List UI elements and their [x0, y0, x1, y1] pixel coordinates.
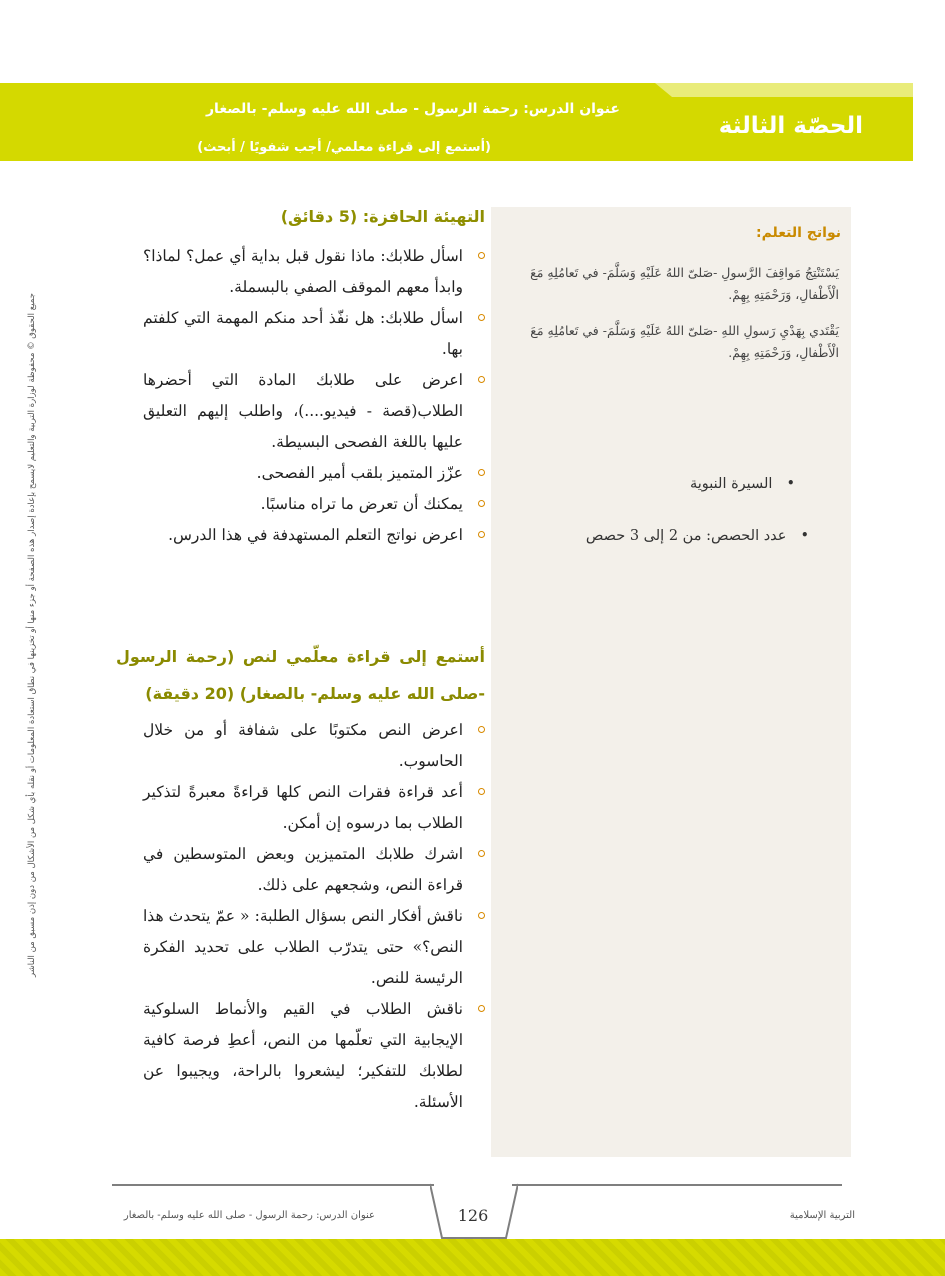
- outcome-item: يَقْتَدي بِهَدْيِ رَسولِ اللهِ -صَلىّ اللهُ عَلَيْهِ وَسَلَّمَ- في تَعامُلِهِ مَعَ الْأَطْفالِ، وَرَحْمَتِهِ بِهِمْ.: [530, 323, 839, 360]
- bullet-circle-icon: [478, 500, 485, 507]
- list-item: اسأل طلابك: هل نفّذ أحد منكم المهمة التي كلفتم بها.: [143, 303, 485, 365]
- list-item: اعرض على طلابك المادة التي أحضرها الطلاب(قصة - فيديو....)، واطلب إليهم التعليق عليها باللغة الفصحى البسيطة.: [143, 365, 485, 458]
- bullet-circle-icon: [478, 314, 485, 321]
- listening-title: أستمع إلى قراءة معلّمي لنص (رحمة الرسول: [116, 647, 485, 666]
- footer-rule-right: [512, 1184, 842, 1186]
- outcomes-title: نواتج التعلم:: [755, 225, 841, 241]
- topic-bullet: • السيرة النبوية: [690, 476, 795, 492]
- sessions-count-bullet: • عدد الحصص: من 2 إلى 3 حصص: [586, 528, 809, 544]
- list-item: يمكنك أن تعرض ما تراه مناسبًا.: [143, 489, 485, 520]
- footer-lesson-title: عنوان الدرس: رحمة الرسول - صلى الله عليه وسلم- بالصغار: [123, 1210, 375, 1221]
- footer-rule-left: [112, 1184, 434, 1186]
- lesson-activities: (أستمع إلى قراءة معلمي/ أجب شفويًا / أبحث): [197, 140, 491, 155]
- bullet-circle-icon: [478, 469, 485, 476]
- bullet-circle-icon: [478, 252, 485, 259]
- list-item: عزّز المتميز بلقب أمير الفصحى.: [143, 458, 485, 489]
- list-item: اشرك طلابك المتميزين وبعض المتوسطين في قراءة النص، وشجعهم على ذلك.: [143, 839, 485, 901]
- list-item: اسأل طلابك: ماذا نقول قبل بداية أي عمل؟ لماذا؟ وابدأ معهم الموقف الصفي بالبسملة.: [143, 241, 485, 303]
- list-item: ناقش الطلاب في القيم والأنماط السلوكية الإيجابية التي تعلّمها من النص، أعطِ فرصة كافية لطلابك للتفكير؛ ليشعروا بالراحة، ويجيبوا عن الأسئلة.: [143, 994, 485, 1118]
- warmup-list: [143, 241, 485, 551]
- bullet-circle-icon: [478, 912, 485, 919]
- listening-title-line2: -صلى الله عليه وسلم- بالصغار) (20 دقيقة): [145, 684, 485, 703]
- list-item: ناقش أفكار النص بسؤال الطلبة: « عمّ يتحدث هذا النص؟» حتى يتدرّب الطلاب على تحديد الفكرة الرئيسة للنص.: [143, 901, 485, 994]
- footer-pattern-band: [0, 1239, 945, 1276]
- list-item: أعد قراءة فقرات النص كلها قراءةً معبرةً لتذكير الطلاب بما درسوه إن أمكن.: [143, 777, 485, 839]
- copyright-note: جميع الحقوق © محفوظة لوزارة التربية والتعليم لايسمح بإعادة إصدار هذه الصفحة أو جزء منها أو تخزينها في نطاق استعادة المعلومات أو نقله بأي شكل من الأشكال من دون إذن مسبق من الناشر: [27, 293, 37, 977]
- session-title: الحصّة الثالثة: [718, 113, 863, 139]
- lesson-title: عنوان الدرس: رحمة الرسول - صلى الله عليه وسلم- بالصغار: [206, 101, 620, 117]
- bullet-circle-icon: [478, 531, 485, 538]
- list-item: اعرض النص مكتوبًا على شفافة أو من خلال الحاسوب.: [143, 715, 485, 777]
- bullet-circle-icon: [478, 376, 485, 383]
- bullet-circle-icon: [478, 1005, 485, 1012]
- page-number: 126: [457, 1206, 489, 1225]
- bullet-circle-icon: [478, 788, 485, 795]
- outcome-item: يَسْتَنْتِجُ مَواقِفَ الرَّسولِ -صَلىّ اللهُ عَلَيْهِ وَسَلَّمَ- في تَعامُلِهِ مَعَ الْأَطْفالِ، وَرَحْمَتِهِ بِهِمْ.: [530, 265, 839, 302]
- list-item: اعرض نواتج التعلم المستهدفة في هذا الدرس.: [143, 520, 485, 551]
- bullet-circle-icon: [478, 850, 485, 857]
- warmup-title: التهيئة الحافزة: (5 دقائق): [280, 207, 485, 226]
- footer-subject: التربية الإسلامية: [789, 1210, 855, 1221]
- listening-list: [143, 715, 485, 1118]
- bullet-circle-icon: [478, 726, 485, 733]
